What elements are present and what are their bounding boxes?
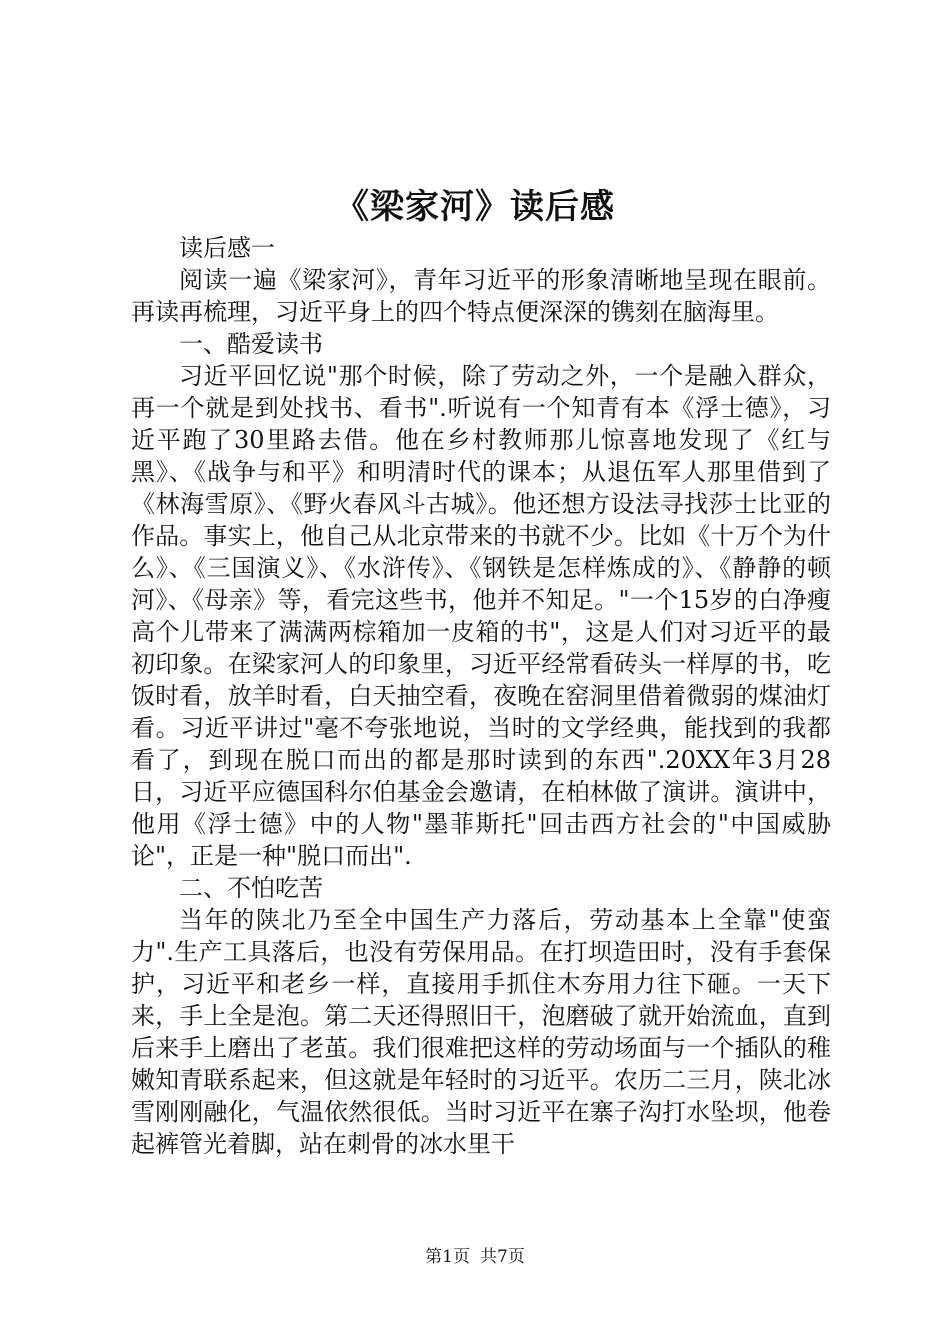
section-label: 读后感一 — [179, 234, 275, 262]
paragraph-reading: 习近平回忆说"那个时候，除了劳动之外，一个是融入群众，再一个就是到处找书、看书".听说有一个知青有本《浮士德》，习近平跑了30里路去借。他在乡村教师那儿惊喜地发现了《红与黑》、《战争与和平》和明清时代的课本；从退伍军人那里借到了《林海雪原》、《野火春风斗古城》。他还想方设法寻找莎士比亚的作品。事实上，他自己从北京带来的书就不少。比如《十万个为什么》、《三国演义》、《水浒传》、《钢铁是怎样炼成的》、《静静的顿河》、《母亲》等，看完这些书，他并不知足。"一个15岁的白净瘦高个儿带来了满满两棕箱加一皮箱的书"，这是人们对习近平的最初印象。在梁家河人的印象里，习近平经常看砖头一样厚的书，吃饭时看，放羊时看，白天抽空看，夜晚在窑洞里借着微弱的煤油灯看。习近平讲过"毫不夸张地说，当时的文学经典，能找到的我都看了，到现在脱口而出的都是那时读到的东西".20XX年3月28日，习近平应德国科尔伯基金会邀请，在柏林做了演讲。演讲中，他用《浮士德》中的人物"墨菲斯托"回击西方社会的"中国威胁论"，正是一种"脱口而出". — [131, 362, 831, 870]
section-heading-2: 二、不怕吃苦 — [179, 874, 323, 902]
page-footer — [0, 1246, 950, 1268]
document-title: 《梁家河》读后感 — [335, 187, 615, 227]
page-total: 共7页 — [480, 1247, 525, 1267]
section-heading-1: 一、酷爱读书 — [179, 330, 323, 358]
document-body — [131, 232, 831, 1160]
paragraph-hardship: 当年的陕北乃至全中国生产力落后，劳动基本上全靠"使蛮力".生产工具落后，也没有劳保用品。在打坝造田时，没有手套保护，习近平和老乡一样，直接用手抓住木夯用力往下砸。一天下来，手上全是泡。第二天还得照旧干，泡磨破了就开始流血，直到后来手上磨出了老茧。我们很难把这样的劳动场面与一个插队的稚嫩知青联系起来，但这就是年轻时的习近平。农历二三月，陕北冰雪刚刚融化，气温依然很低。当时习近平在寨子沟打水坠坝，他卷起裤管光着脚，站在刺骨的冰水里干 — [131, 906, 831, 1158]
paragraph-intro: 阅读一遍《梁家河》，青年习近平的形象清晰地呈现在眼前。再读再梳理，习近平身上的四个特点便深深的镌刻在脑海里。 — [131, 266, 831, 326]
page-number: 第1页 — [425, 1247, 470, 1267]
